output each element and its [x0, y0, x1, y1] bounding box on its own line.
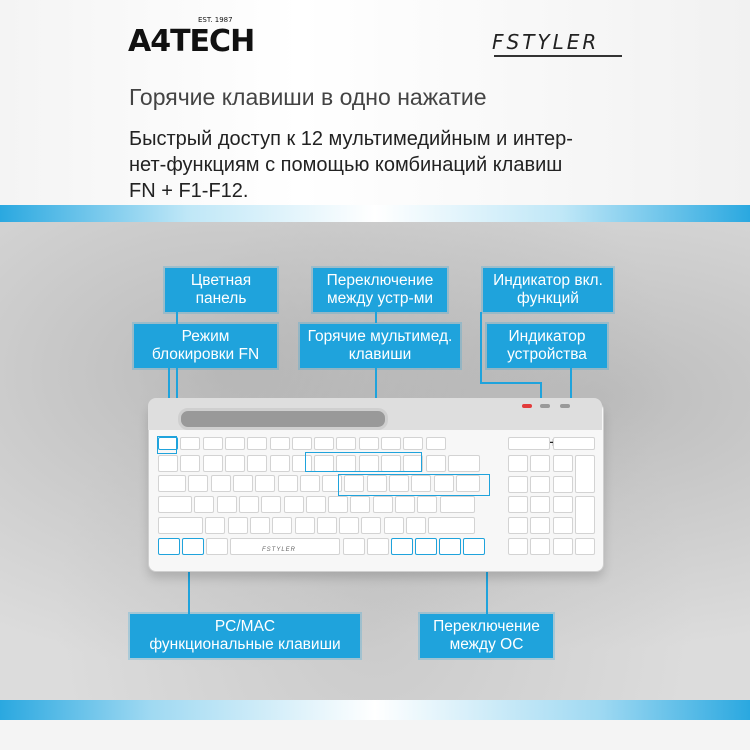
keyboard-key	[508, 496, 528, 513]
keyboard-key	[448, 455, 480, 472]
keyboard-key	[426, 437, 446, 450]
description-line: нет-функциям с помощью комбинаций клавиш	[129, 154, 563, 176]
brand-logo: A4TECH EST. 1987	[128, 16, 255, 59]
bottom-background	[0, 720, 750, 750]
keyboard-key	[250, 517, 270, 534]
callout-device-indicator: Индикатор устройства	[487, 324, 607, 368]
connector-line	[480, 312, 482, 382]
keyboard-key	[225, 455, 245, 472]
keyboard-key	[530, 496, 550, 513]
keyboard-key	[508, 437, 550, 450]
keyboard-key	[440, 496, 475, 513]
keyboard-key	[415, 538, 437, 555]
description	[129, 126, 609, 204]
indicator-led	[560, 404, 570, 408]
callout-os-switch: Переключение между ОС	[420, 614, 553, 658]
spacebar-label: FSTYLER	[262, 547, 297, 553]
keyboard-key	[203, 455, 223, 472]
keyboard-key	[182, 538, 204, 555]
keyboard-key	[188, 475, 208, 492]
keyboard-key	[247, 455, 267, 472]
keyboard-key	[261, 496, 281, 513]
callout-function-indicator: Индикатор вкл. функций	[483, 268, 613, 312]
keyboard-key	[336, 437, 356, 450]
keyboard-key	[530, 455, 550, 472]
keyboard-key	[270, 455, 290, 472]
keyboard-key	[361, 517, 381, 534]
keyboard-key	[426, 455, 446, 472]
keyboard-key	[530, 517, 550, 534]
callout-device-switch: Переключение между устр-ми	[313, 268, 447, 312]
keyboard-key	[428, 517, 475, 534]
keyboard-key	[180, 437, 200, 450]
keyboard-key	[233, 475, 253, 492]
keyboard-key	[553, 517, 573, 534]
bottom-brush-stripe	[0, 700, 750, 720]
keyboard-key	[211, 475, 231, 492]
headline: Горячие клавиши в одно нажатие	[129, 84, 487, 110]
highlight-fn-lock	[157, 436, 177, 454]
keyboard-key	[194, 496, 214, 513]
indicator-led-red	[522, 404, 532, 408]
keyboard-key	[406, 517, 426, 534]
keyboard-key	[306, 496, 326, 513]
series-logo: FSTYLER	[492, 30, 600, 54]
keyboard-key	[575, 538, 595, 555]
series-logo-underline	[494, 55, 622, 57]
keyboard-key	[158, 475, 186, 492]
highlight-device-keys	[338, 474, 490, 496]
keyboard-key	[278, 475, 298, 492]
keyboard-key	[350, 496, 370, 513]
keyboard-key	[530, 476, 550, 493]
keyboard-key	[439, 538, 461, 555]
keyboard-key	[373, 496, 393, 513]
keyboard-key	[575, 455, 595, 493]
device-slot	[178, 408, 388, 430]
keyboard-key	[272, 517, 292, 534]
keyboard-key	[339, 517, 359, 534]
indicator-led	[540, 404, 550, 408]
keyboard-key	[328, 496, 348, 513]
highlight-multimedia-keys	[305, 452, 422, 472]
keyboard-key	[314, 437, 334, 450]
keyboard-key	[255, 475, 275, 492]
keyboard-key	[158, 496, 192, 513]
keyboard-key	[158, 538, 180, 555]
keyboard-key	[270, 437, 290, 450]
keyboard-key	[381, 437, 401, 450]
keyboard-key	[284, 496, 304, 513]
keyboard-key	[228, 517, 248, 534]
keyboard-key	[384, 517, 404, 534]
keyboard-key	[508, 538, 528, 555]
keyboard-key	[553, 437, 595, 450]
keyboard-key	[395, 496, 415, 513]
keyboard-key	[508, 517, 528, 534]
keyboard-key	[343, 538, 365, 555]
keyboard-key	[359, 437, 379, 450]
callout-multimedia-hotkeys: Горячие мультимед. клавиши	[300, 324, 460, 368]
connector-line	[480, 382, 540, 384]
keyboard-key	[553, 455, 573, 472]
keyboard-key	[508, 476, 528, 493]
keyboard-key	[391, 538, 413, 555]
keyboard-key	[367, 538, 389, 555]
keyboard-key	[180, 455, 200, 472]
keyboard-key	[217, 496, 237, 513]
brand-est: EST. 1987	[198, 16, 233, 24]
keyboard-key	[158, 455, 178, 472]
keyboard-key	[206, 538, 228, 555]
top-brush-stripe	[0, 205, 750, 223]
keyboard-key	[205, 517, 225, 534]
keyboard-key	[225, 437, 245, 450]
keyboard-key	[530, 538, 550, 555]
keyboard-key	[203, 437, 223, 450]
keyboard-key	[463, 538, 485, 555]
keyboard-key	[295, 517, 315, 534]
callout-fn-lock: Режим блокировки FN	[134, 324, 277, 368]
description-line: Быстрый доступ к 12 мультимедийным и интер-	[129, 128, 573, 150]
keyboard-key	[553, 476, 573, 493]
description-line: FN + F1-F12.	[129, 180, 249, 202]
keyboard-key	[300, 475, 320, 492]
keyboard-key	[239, 496, 259, 513]
keyboard-key	[575, 496, 595, 534]
callout-color-panel: Цветная панель	[165, 268, 277, 312]
keyboard-key	[292, 437, 312, 450]
callout-pc-mac-keys: PC/MAC функциональные клавиши	[130, 614, 360, 658]
keyboard-key	[417, 496, 437, 513]
keyboard-key	[553, 538, 573, 555]
keyboard-key	[247, 437, 267, 450]
keyboard-key	[158, 517, 203, 534]
keyboard-key	[317, 517, 337, 534]
keyboard-key	[508, 455, 528, 472]
keyboard-key	[553, 496, 573, 513]
keyboard-key	[403, 437, 423, 450]
